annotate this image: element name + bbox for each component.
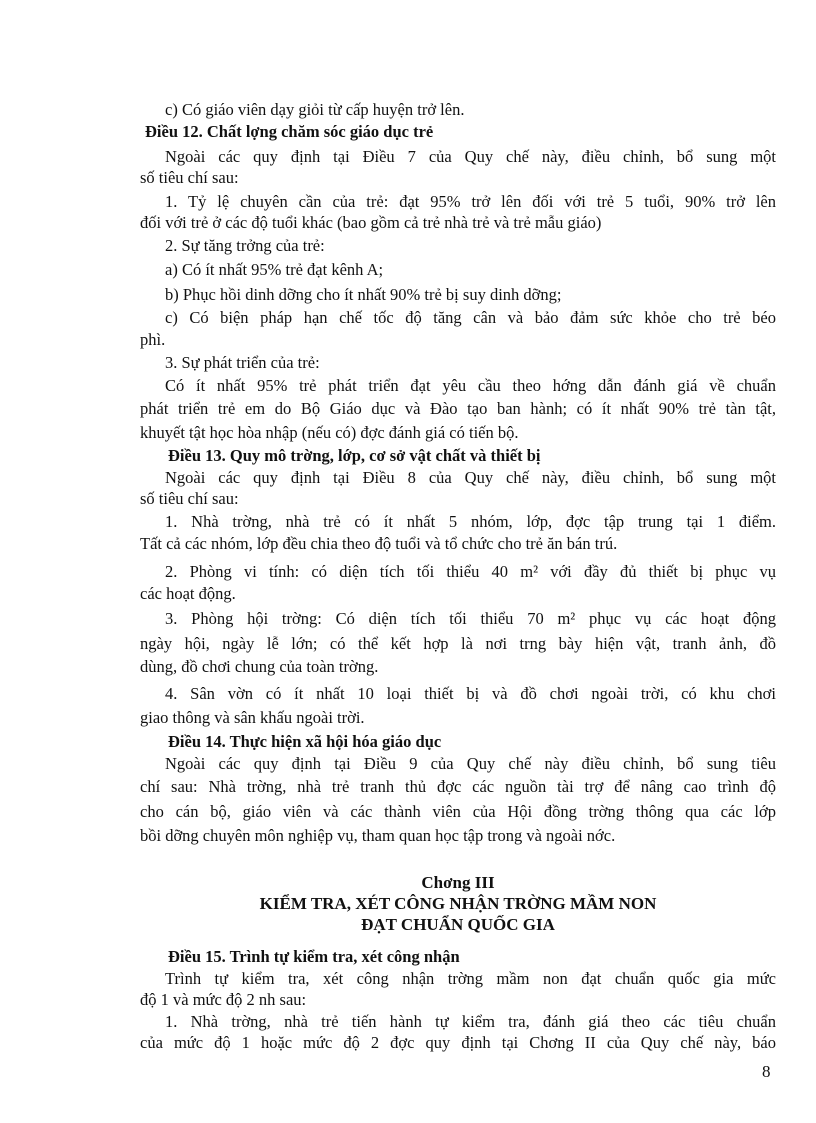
text-line: b) Phục hồi dinh dỡng cho ít nhất 90% trẻ bị suy dinh dỡng; <box>165 285 562 304</box>
text-line: 3. Phòng hội trờng: Có diện tích tối thiểu 70 m² phục vụ các hoạt động <box>165 609 776 628</box>
text-line: ngày hội, ngày lễ lớn; có thể kết hợp là nơi trng bày hiện vật, tranh ảnh, đồ <box>140 634 776 653</box>
text-line: các hoạt động. <box>140 584 236 603</box>
text-line: 4. Sân vờn có ít nhất 10 loại thiết bị và đồ chơi ngoài trời, có khu chơi <box>165 684 776 703</box>
text-line: cho cán bộ, giáo viên và các thành viên của Hội đồng trờng thông qua các lớp <box>140 802 776 821</box>
article-12-heading: Điều 12. Chất lợng chăm sóc giáo dục trẻ <box>145 122 434 141</box>
text-line: 1. Tỷ lệ chuyên cần của trẻ: đạt 95% trở lên đối với trẻ 5 tuổi, 90% trở lên <box>165 192 776 211</box>
text-line: 2. Sự tăng trởng của trẻ: <box>165 236 325 255</box>
text-line: khuyết tật học hòa nhập (nếu có) đợc đánh giá có tiến bộ. <box>140 423 519 442</box>
text-line: dùng, đồ chơi chung của toàn trờng. <box>140 657 379 676</box>
text-line: c) Có giáo viên dạy giỏi từ cấp huyện trở lên. <box>165 100 465 119</box>
text-line: Trình tự kiểm tra, xét công nhận trờng mầm non đạt chuẩn quốc gia mức <box>165 969 776 988</box>
page-number: 8 <box>762 1062 771 1081</box>
text-line: giao thông và sân khấu ngoài trời. <box>140 708 365 727</box>
chapter-title: KIỂM TRA, XÉT CÔNG NHẬN TRỜNG MẦM NON <box>259 894 657 913</box>
text-line: bồi dỡng chuyên môn nghiệp vụ, tham quan học tập trong và ngoài nớc. <box>140 826 616 845</box>
text-line: Tất cả các nhóm, lớp đều chia theo độ tuổi và tổ chức cho trẻ ăn bán trú. <box>140 534 618 553</box>
text-line: 2. Phòng vi tính: có diện tích tối thiểu 40 m² với đầy đủ thiết bị phục vụ <box>165 562 776 581</box>
text-line: Ngoài các quy định tại Điều 7 của Quy chế này, điều chỉnh, bổ sung một <box>165 147 776 166</box>
text-line: 1. Nhà trờng, nhà trẻ có ít nhất 5 nhóm, lớp, đợc tập trung tại 1 điểm. <box>165 512 776 531</box>
text-line: độ 1 và mức độ 2 nh sau: <box>140 990 307 1009</box>
text-line: Có ít nhất 95% trẻ phát triển đạt yêu cầu theo hớng dẫn đánh giá về chuẩn <box>165 376 776 395</box>
article-15-heading: Điều 15. Trình tự kiểm tra, xét công nhận <box>168 947 460 966</box>
chapter-title: ĐẠT CHUẨN QUỐC GIA <box>361 915 555 934</box>
chapter-number: Chơng III <box>421 873 495 892</box>
text-line: chí sau: Nhà trờng, nhà trẻ tranh thủ đợc các nguồn tài trợ để nâng cao trình độ <box>140 777 776 796</box>
text-line: đối với trẻ ở các độ tuổi khác (bao gồm cả trẻ nhà trẻ và trẻ mẫu giáo) <box>140 213 602 232</box>
text-line: số tiêu chí sau: <box>140 168 239 187</box>
text-line: phì. <box>140 330 166 349</box>
text-line: của mức độ 1 hoặc mức độ 2 đợc quy định tại Chơng II của Quy chế này, báo <box>140 1033 776 1052</box>
text-line: c) Có biện pháp hạn chế tốc độ tăng cân và bảo đảm sức khỏe cho trẻ béo <box>165 308 776 327</box>
text-line: a) Có ít nhất 95% trẻ đạt kênh A; <box>165 260 384 279</box>
text-line: phát triển trẻ em do Bộ Giáo dục và Đào tạo ban hành; có ít nhất 90% trẻ tàn tật, <box>140 399 776 418</box>
article-13-heading: Điều 13. Quy mô trờng, lớp, cơ sở vật chất và thiết bị <box>168 446 541 465</box>
text-line: 3. Sự phát triển của trẻ: <box>165 353 320 372</box>
article-14-heading: Điều 14. Thực hiện xã hội hóa giáo dục <box>168 732 442 751</box>
text-line: 1. Nhà trờng, nhà trẻ tiến hành tự kiểm tra, đánh giá theo các tiêu chuẩn <box>165 1012 776 1031</box>
text-line: Ngoài các quy định tại Điều 8 của Quy chế này, điều chỉnh, bổ sung một <box>165 468 776 487</box>
text-line: Ngoài các quy định tại Điều 9 của Quy chế này điều chỉnh, bổ sung tiêu <box>165 754 776 773</box>
text-line: số tiêu chí sau: <box>140 489 239 508</box>
